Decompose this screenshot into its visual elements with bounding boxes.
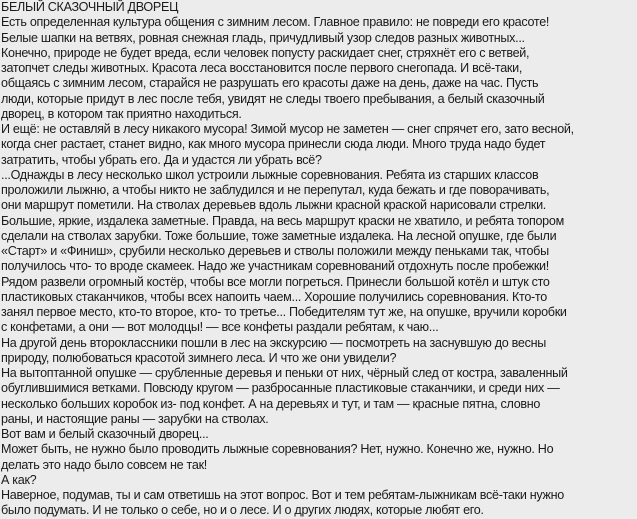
- text-line: На другой день второклассники пошли в лес на экскурсию — посмотреть на заснувшую до весны: [1, 335, 546, 350]
- text-line: раны, и настоящие раны — зарубки на стволах.: [1, 411, 269, 426]
- paragraph-excursion: [1, 336, 637, 367]
- text-line: пластиковых стаканчиков, чтобы всех напоить чаем... Хорошие получились соревнования. Кто-то: [1, 289, 547, 304]
- page-title: БЕЛЫЙ СКАЗОЧНЫЙ ДВОРЕЦ: [1, 0, 179, 14]
- text-line: природу, полюбоваться красотой зимнего леса. И что же они увидели?: [1, 350, 397, 365]
- text-line: Вот вам и белый сказочный дворец...: [1, 427, 209, 441]
- paragraph-question: [1, 442, 637, 473]
- text-line: Белые шапки на ветвях, ровная снежная гладь, причудливый узор следов разных животных...: [1, 30, 525, 45]
- text-line: проложили лыжню, а чтобы никто не заблудился и не перепутал, куда бежать и где поворачивать,: [1, 183, 550, 197]
- text-line: они маршрут пометили. На стволах деревьев вдоль лыжни красной краской нарисовали стрелки.: [1, 198, 547, 213]
- text-line: затопчет следы животных. Красота леса восстановится после первого снегопада. И всё-таки,: [1, 61, 523, 75]
- text-line: было подумать. И не только о себе, но и о лесе. И о других людях, которые любят его.: [1, 503, 484, 518]
- text-line: Конечно, природе не будет вреда, если человек попусту раскидает снег, стряхнёт его с ветвей,: [1, 45, 530, 60]
- text-line: На вытоптанной опушке — срубленные деревья и пеньки от них, чёрный след от костра, заваленный: [1, 366, 568, 380]
- text-line: несколько больших коробок из- под конфет. А на деревьях и тут, и там — красные пятна, словно: [1, 396, 541, 411]
- text-line: общаясь с зимним лесом, старайся не разрушать его красоты даже на день, даже на час. Пусть: [1, 76, 539, 91]
- text-line: ...Однажды в лесу несколько школ устроили лыжные соревнования. Ребята из старших классов: [1, 167, 539, 182]
- paragraph-aftermath: [1, 366, 637, 427]
- text-line: дворец, в котором так приятно находиться.: [1, 106, 242, 121]
- text-line: «Старт» и «Финиш», срубили несколько деревьев и стволы положили между пеньками так, чтобы: [1, 244, 549, 258]
- text-line: обуглившимися ветками. Повсюду кругом — разбросанные пластиковые стаканчики, и среди них —: [1, 381, 560, 396]
- text-line: занял первое место, кто-то второе, кто- то третье... Победителям тут же, на опушке, вручили коробки: [1, 305, 567, 319]
- paragraph-garbage: [1, 122, 637, 168]
- text-line: Большие, яркие, издалека заметные. Правда, на весь маршрут краски не хватило, и ребята топором: [1, 213, 564, 228]
- text-line: с конфетами, а они — вот молодцы! — все конфеты раздали ребятам, к чаю...: [1, 320, 439, 335]
- text-line: Может быть, не нужно было проводить лыжные соревнования? Нет, нужно. Конечно же, нужно. Но: [1, 442, 554, 457]
- paragraph-palace: [1, 427, 637, 442]
- text-line: сделали на стволах зарубки. Тоже большие, тоже заметные издалека. На лесной опушке, где были: [1, 228, 557, 243]
- text-line: затратить, чтобы убрать его. Да и удастся ли убрать всё?: [1, 152, 322, 167]
- paragraph-how: [1, 473, 637, 488]
- text-line: получилось что- то вроде скамеек. Надо же участникам соревнований отдохнуть после пробежки!: [1, 259, 549, 274]
- text-line: когда снег растает, станет видно, как много мусора принесли сюда люди. Много труда надо будет: [1, 137, 546, 152]
- paragraph-competition: [1, 168, 637, 336]
- text-line: Рядом развели огромный костёр, чтобы все могли погреться. Принесли большой котёл и штук сто: [1, 274, 550, 289]
- text-line: Есть определенная культура общения с зимним лесом. Главное правило: не повреди его красоте!: [1, 15, 550, 30]
- text-line: делать это надо было совсем не так!: [1, 457, 207, 472]
- text-line: люди, которые придут в лес после тебя, увидят не следы твоего пребывания, а белый сказочный: [1, 91, 545, 106]
- text-line: И ещё: не оставляй в лесу никакого мусора! Зимой мусор не заметен — снег спрячет его, зато весной,: [1, 122, 574, 136]
- text-line: А как?: [1, 472, 37, 487]
- text-line: Наверное, подумав, ты и сам ответишь на этот вопрос. Вот и тем ребятам-лыжникам всё-таки нужно: [1, 488, 564, 502]
- paragraph-culture: [1, 15, 637, 122]
